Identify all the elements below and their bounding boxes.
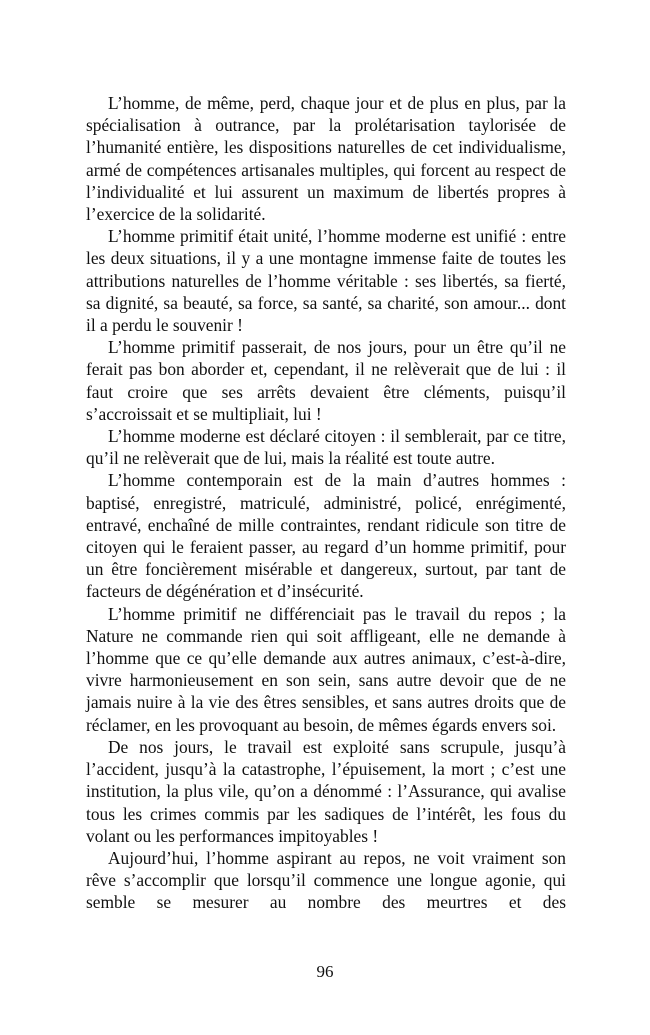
paragraph-5: L’homme contemporain est de la main d’autres hommes : baptisé, enregistré, matriculé, administré, policé, enrégimenté, entravé, enchaîné de mille contraintes, rendant ridicule son titre de citoyen qui le feraient passer, au regard d’un homme primitif, pour un être foncièrement misérable et dangereux, surtout, par tant de facteurs de dégénération et d’insécurité. [86,470,566,602]
paragraph-2: L’homme primitif était unité, l’homme moderne est unifié : entre les deux situations, il y a une montagne immense faite de toutes les attributions naturelles de l’homme véritable : ses libertés, sa fierté, sa dignité, sa beauté, sa force, sa santé, sa charité, son amour... dont il a perdu le souvenir ! [86,226,566,336]
page-number: 96 [316,962,334,981]
paragraph-7: De nos jours, le travail est exploité sans scrupule, jusqu’à l’accident, jusqu’à la catastrophe, l’épuisement, la mort ; c’est une institution, la plus vile, qu’on a dénommé : l’Assurance, qui avalise tous les crimes commis par les sadiques de l’intérêt, les fous du volant ou les performances impitoyables ! [86,736,566,846]
paragraph-3: L’homme primitif passerait, de nos jours, pour un être qu’il ne ferait pas bon aborder et, cependant, il ne relèverait que de lui : il faut croire que ses arrêts devaient être cléments, puisqu’il s’accroissait et se multipliait, lui ! [86,337,566,424]
paragraph-8: Aujourd’hui, l’homme aspirant au repos, ne voit vraiment son rêve s’accomplir que lorsqu’il commence une longue agonie, qui semble se mesurer au nombre des meurtres et des [86,847,566,913]
paragraph-4: L’homme moderne est déclaré citoyen : il semblerait, par ce titre, qu’il ne relèverait que de lui, mais la réalité est toute autre. [86,426,566,469]
paragraph-1: L’homme, de même, perd, chaque jour et de plus en plus, par la spécialisation à outrance, par la prolétarisation taylorisée de l’humanité entière, les dispositions naturelles de cet individualisme, armé de compétences artisanales multiples, qui forcent au respect de l’individualité et lui assurent un maximum de libertés propres à l’exercice de la solidarité. [86,93,566,225]
body-text [86,92,566,914]
paragraph-6: L’homme primitif ne différenciait pas le travail du repos ; la Nature ne commande rien qui soit affligeant, elle ne demande à l’homme que ce qu’elle demande aux autres animaux, c’est-à-dire, vivre harmonieusement en son sein, sans autre devoir que de ne jamais nuire à la vie des êtres sensibles, et sans autres droits que de réclamer, en les provoquant au besoin, de mêmes égards envers soi. [86,603,566,735]
